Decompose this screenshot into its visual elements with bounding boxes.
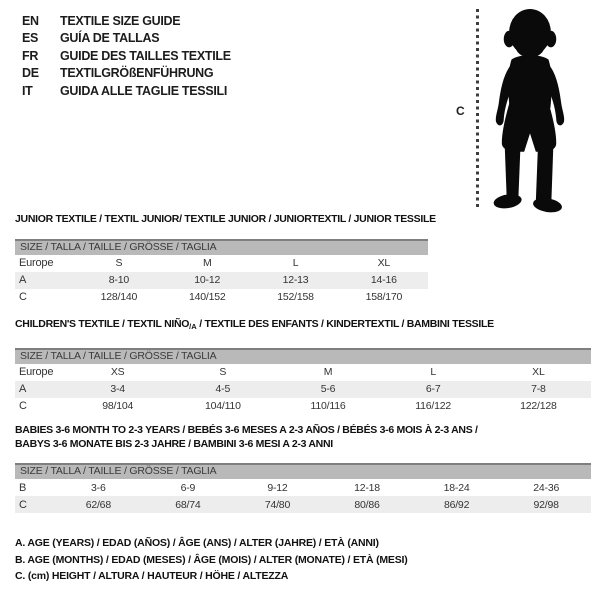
table-title-text: / TEXTILE DES ENFANTS / KINDERTEXTIL / BAMBINI TESSILE [196, 318, 494, 330]
language-label: GUÍA DE TALLAS [60, 31, 160, 46]
table-cell: 8-10 [108, 274, 130, 286]
table-title-text: BABIES 3-6 MONTH TO 2-3 YEARS / BEBÉS 3-6 MESES A 2-3 AÑOS / BÉBÉS 3-6 MOIS À 2-3 ANS / [15, 424, 478, 436]
table-cell: 9-12 [267, 481, 288, 494]
table-cell: 7-8 [531, 383, 546, 395]
language-code: FR [22, 48, 39, 63]
babies-textile-table [15, 424, 591, 513]
language-label: GUIDA ALLE TAGLIE TESSILI [60, 83, 228, 98]
footnote-line: B. AGE (MONTHS) / EDAD (MESES) / ÂGE (MOIS) / ALTER (MONATE) / ETÀ (MESI) [15, 553, 408, 566]
language-row [22, 48, 231, 65]
row-label: C [19, 498, 27, 511]
size-header-bar: SIZE / TALLA / TAILLE / GRÖSSE / TAGLIA [15, 463, 591, 479]
table-title [15, 424, 591, 438]
footnote-line: A. AGE (YEARS) / EDAD (AÑOS) / ÂGE (ANS) / ALTER (JAHRE) / ETÀ (ANNI) [15, 537, 379, 549]
language-code: ES [22, 31, 39, 46]
table-title-subscript: /A [189, 322, 197, 331]
table-cell: M [202, 257, 212, 269]
table-cell: 110/116 [310, 400, 346, 412]
table-cell: 4-5 [215, 383, 231, 395]
table-cell: 6-7 [425, 383, 441, 395]
table-title-text: JUNIOR TEXTILE / TEXTIL JUNIOR/ TEXTILE JUNIOR / JUNIORTEXTIL / JUNIOR TESSILE [15, 213, 436, 225]
footnote-legend [15, 535, 408, 585]
table-row [15, 398, 591, 415]
table-cell: 122/128 [520, 400, 557, 412]
table-cell: 152/158 [277, 291, 314, 303]
height-measure-label: C [456, 104, 465, 118]
table-row [15, 255, 428, 272]
table-cell: S [115, 257, 123, 269]
table-title-text: BABYS 3-6 MONATE BIS 2-3 JAHRE / BAMBINI 3-6 MESI A 2-3 ANNI [15, 437, 333, 450]
table-row [15, 272, 428, 289]
table-cell: 3-6 [91, 481, 106, 494]
language-list [22, 13, 231, 100]
table-title-text: CHILDREN'S TEXTILE / TEXTIL NIÑO [15, 318, 190, 330]
table-cell: 14-16 [370, 274, 397, 286]
table-row [15, 381, 591, 398]
table-title [15, 213, 436, 227]
language-row [22, 65, 231, 82]
table-cell: 12-13 [282, 274, 309, 286]
row-label: Europe [19, 366, 54, 378]
language-row [22, 13, 231, 30]
height-measure-line [476, 9, 479, 209]
table-cell: 80/86 [354, 498, 380, 511]
table-row [15, 289, 428, 306]
baby-figure [440, 0, 600, 230]
table-cell: 116/122 [415, 400, 452, 412]
row-label: B [19, 481, 27, 494]
row-label: C [19, 291, 27, 303]
table-title [15, 438, 591, 452]
language-code: EN [22, 14, 39, 28]
table-row [15, 496, 591, 513]
table-cell: XS [110, 366, 125, 378]
table-cell: XL [532, 366, 545, 378]
table-cell: L [292, 257, 299, 269]
language-row [22, 30, 231, 47]
table-cell: 5-6 [320, 383, 336, 395]
table-cell: 140/152 [188, 291, 226, 303]
table-cell: 12-18 [354, 481, 380, 494]
language-code: IT [22, 83, 33, 98]
junior-textile-table [15, 213, 436, 306]
table-cell: 18-24 [443, 481, 470, 494]
table-cell: S [219, 366, 227, 378]
table-title [15, 318, 591, 334]
size-header-bar: SIZE / TALLA / TAILLE / GRÖSSE / TAGLIA [15, 239, 428, 255]
table-cell: 98/104 [102, 400, 134, 412]
table-cell: 92/98 [533, 498, 559, 511]
table-cell: 104/110 [204, 400, 241, 412]
table-cell: 62/68 [85, 498, 111, 511]
row-label: Europe [19, 257, 54, 269]
table-row [15, 479, 591, 496]
childrens-textile-table [15, 318, 591, 415]
language-row [22, 83, 231, 100]
table-cell: 10-12 [194, 274, 221, 286]
baby-silhouette-icon [484, 7, 576, 213]
size-header-bar: SIZE / TALLA / TAILLE / GRÖSSE / TAGLIA [15, 348, 591, 364]
language-label: GUIDE DES TAILLES TEXTILE [60, 48, 231, 63]
table-cell: M [323, 366, 333, 378]
size-table [15, 364, 591, 415]
table-cell: 68/74 [175, 498, 201, 511]
table-cell: 158/170 [365, 291, 403, 303]
table-cell: 3-4 [110, 383, 125, 395]
row-label: C [19, 400, 27, 412]
language-label: TEXTILGRÖßENFÜHRUNG [60, 66, 214, 81]
table-cell: XL [377, 257, 391, 269]
table-row [15, 364, 591, 381]
table-cell: 74/80 [264, 498, 291, 511]
table-cell: 86/92 [443, 498, 470, 511]
row-label: A [19, 383, 27, 395]
table-cell: 128/140 [100, 291, 138, 303]
row-label: A [19, 274, 27, 286]
language-label: TEXTILE SIZE GUIDE [60, 14, 181, 28]
table-cell: L [430, 366, 436, 378]
size-table [15, 479, 591, 513]
table-cell: 24-36 [533, 481, 560, 494]
table-cell: 6-9 [180, 481, 196, 494]
language-code: DE [22, 66, 39, 81]
footnote-line: C. (cm) HEIGHT / ALTURA / HAUTEUR / HÖHE / ALTEZZA [15, 570, 289, 583]
size-table [15, 255, 428, 306]
